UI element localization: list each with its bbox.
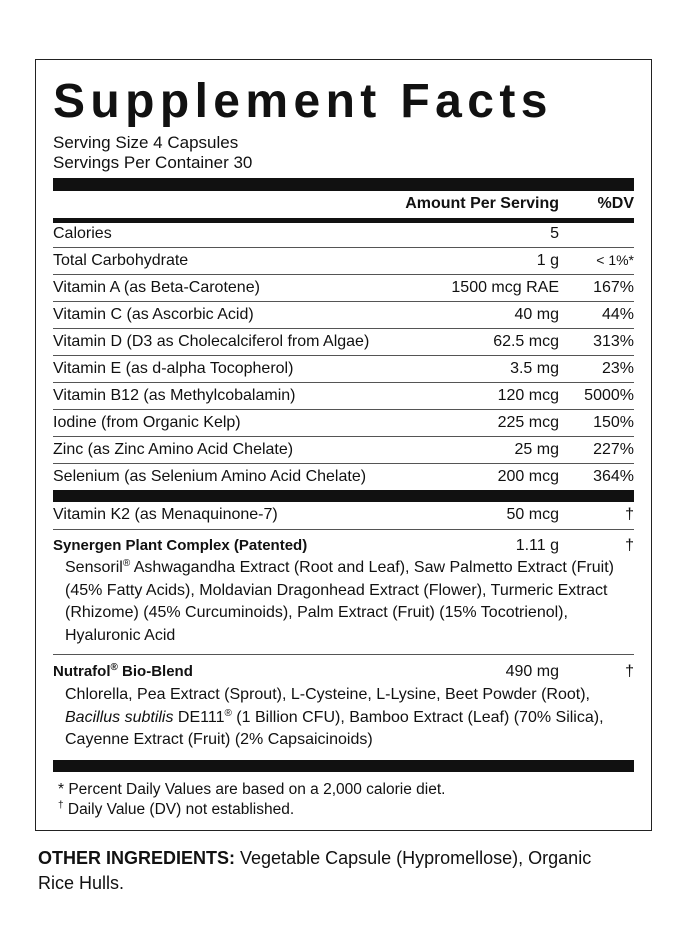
medium-divider: [53, 218, 634, 223]
registered-mark: ®: [110, 662, 118, 673]
nutrient-dv: 364%: [593, 468, 634, 485]
footnote-text: Daily Value (DV) not established.: [63, 801, 295, 818]
serving-size: Serving Size 4 Capsules: [53, 133, 239, 152]
strain-name: DE111: [173, 708, 225, 726]
supplement-facts-panel: [35, 59, 652, 831]
footnote-daily-values: * Percent Daily Values are based on a 2,000 calorie diet.: [58, 781, 446, 798]
panel-title: Supplement Facts: [53, 75, 553, 128]
registered-mark: ®: [224, 707, 232, 719]
thick-divider-top: [53, 178, 634, 191]
synergen-description: [65, 557, 629, 647]
nutrient-amount: 25 mg: [514, 441, 559, 458]
bioblend-dv: †: [625, 663, 634, 680]
nutrient-amount: 62.5 mcg: [493, 333, 559, 350]
other-ingredients-label: OTHER INGREDIENTS:: [38, 848, 236, 868]
row-divider: [53, 355, 634, 356]
other-ingredients: [38, 846, 598, 896]
synergen-desc-text: Ashwagandha Extract (Root and Leaf), Saw Palmetto Extract (Fruit) (45% Fatty Acids), Moldavian Dragonhead Extract (Flower), Turmeric Extract (Rhizome) (45% Curcuminoids), Palm Extract (Fruit) (15% Tocotrienol), Hyaluronic Acid: [65, 559, 614, 644]
row-divider: [53, 436, 634, 437]
synergen-amount: 1.11 g: [515, 537, 559, 554]
row-divider: [53, 529, 634, 530]
servings-per-container: Servings Per Container 30: [53, 153, 253, 172]
amount-header: Amount Per Serving: [405, 195, 559, 212]
bioblend-description: [65, 684, 629, 752]
nutrient-name: Calories: [53, 225, 112, 242]
nutrient-name: Iodine (from Organic Kelp): [53, 414, 241, 431]
synergen-dv: †: [625, 537, 634, 554]
bioblend-desc-line-2: [65, 707, 629, 730]
nutrient-amount: 120 mcg: [497, 387, 559, 404]
nutrient-dv: 44%: [601, 306, 634, 323]
row-divider: [53, 409, 634, 410]
nutrient-amount: 3.5 mg: [510, 360, 559, 377]
footnote-dv-not-established: [58, 801, 294, 819]
registered-mark: ®: [122, 558, 131, 569]
nutrient-name: Vitamin C (as Ascorbic Acid): [53, 306, 254, 323]
synergen-name: Synergen Plant Complex (Patented): [53, 537, 308, 554]
bioblend-amount: 490 mg: [505, 663, 559, 680]
thick-divider-middle: [53, 490, 634, 502]
nutrient-name: Vitamin E (as d-alpha Tocopherol): [53, 360, 294, 377]
bioblend-brand: Nutrafol: [53, 663, 111, 680]
nutrient-dv: 5000%: [584, 387, 634, 404]
row-divider: [53, 301, 634, 302]
bioblend-desc-line-1: Chlorella, Pea Extract (Sprout), L-Cysteine, L-Lysine, Beet Powder (Root),: [65, 686, 590, 703]
row-divider: [53, 247, 634, 248]
nutrient-name: Vitamin B12 (as Methylcobalamin): [53, 387, 296, 404]
nutrient-amount: 225 mcg: [497, 414, 559, 431]
nutrient-dv: 313%: [593, 333, 634, 350]
nutrient-amount: 40 mg: [514, 306, 559, 323]
dv-header: %DV: [597, 195, 634, 212]
nutrient-dv: 23%: [601, 360, 634, 377]
bioblend-suffix: Bio-Blend: [117, 663, 193, 680]
nutrient-amount: 1500 mcg RAE: [451, 279, 559, 296]
row-divider: [53, 328, 634, 329]
bioblend-name: [53, 663, 193, 680]
nutrient-name: Vitamin D (D3 as Cholecalciferol from Algae): [53, 333, 370, 350]
synergen-desc-brand: Sensoril: [65, 559, 123, 576]
nutrient-name: Selenium (as Selenium Amino Acid Chelate): [53, 468, 367, 485]
nutrient-name: Vitamin K2 (as Menaquinone-7): [53, 506, 278, 523]
bacillus-name: Bacillus subtilis: [65, 708, 174, 726]
other-ingredients-text: Vegetable Capsule (Hypromellose), Organic Rice Hulls.: [38, 848, 592, 893]
nutrient-amount: 200 mcg: [497, 468, 559, 485]
nutrient-dv: 167%: [593, 279, 634, 296]
nutrient-amount: 1 g: [536, 252, 559, 269]
bioblend-desc-line-3: Cayenne Extract (Fruit) (2% Capsaicinoids): [65, 731, 373, 748]
row-divider: [53, 382, 634, 383]
row-divider: [53, 463, 634, 464]
nutrient-dv: 227%: [593, 441, 634, 458]
nutrient-amount: 50 mcg: [506, 506, 559, 523]
row-divider: [53, 274, 634, 275]
thick-divider-bottom: [53, 760, 634, 772]
row-divider: [53, 654, 634, 655]
dagger-mark: †: [58, 800, 64, 811]
nutrient-name: Vitamin A (as Beta-Carotene): [53, 279, 260, 296]
nutrient-amount: 5: [550, 225, 559, 242]
nutrient-name: Zinc (as Zinc Amino Acid Chelate): [53, 441, 294, 458]
nutrient-dv: †: [625, 506, 634, 523]
nutrient-dv: < 1%*: [596, 252, 634, 268]
nutrient-name: Total Carbohydrate: [53, 252, 189, 269]
nutrient-dv: 150%: [593, 414, 634, 431]
bioblend-desc-text: (1 Billion CFU), Bamboo Extract (Leaf) (70% Silica),: [231, 708, 604, 726]
